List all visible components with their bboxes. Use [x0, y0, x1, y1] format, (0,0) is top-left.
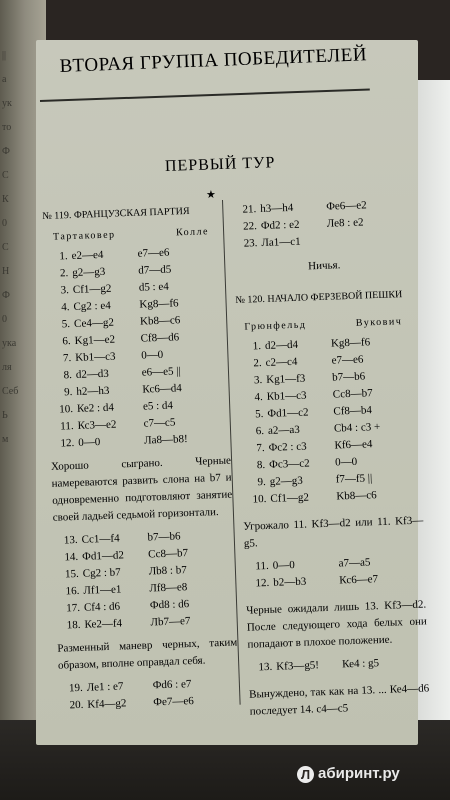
- black-move: Cf8—d6: [140, 331, 180, 345]
- game-120-players: [236, 313, 416, 336]
- left-page-fragment: ля: [2, 362, 12, 373]
- move-number: 10.: [252, 492, 267, 506]
- page-header: ВТОРАЯ ГРУППА ПОБЕДИТЕЛЕЙ: [59, 44, 368, 77]
- black-move: d7—d5: [138, 263, 172, 277]
- black-move: f7—f5 ||: [335, 472, 373, 486]
- game-119-moves-a: [43, 243, 230, 453]
- white-move: Kf4—g2: [87, 697, 127, 711]
- move-number: 1.: [59, 250, 68, 263]
- white-move: Kf3—g5!: [276, 659, 320, 673]
- move-number: 2.: [59, 267, 69, 280]
- left-page-fragment: Себ: [2, 386, 19, 397]
- watermark: [297, 765, 400, 783]
- move-number: 9.: [63, 386, 73, 399]
- left-page-fragment: ук: [2, 98, 12, 109]
- move-number: 6.: [255, 425, 265, 438]
- black-move: Kb8—с6: [336, 489, 377, 503]
- move-number: 23.: [243, 237, 258, 250]
- move-row: [248, 653, 428, 676]
- black-move: 0—0: [141, 348, 164, 362]
- black-move: Лb7—е7: [150, 615, 191, 629]
- white-move: Cf1—g2: [270, 491, 310, 505]
- black-move: Кс6—d4: [142, 382, 183, 396]
- game-120-comment-3: Вынуждено, так как на 13. ... Ке4—d6 последует 14. с4—с5: [248, 682, 430, 718]
- white-move: g2—g3: [72, 265, 106, 279]
- black-move: Кс6—е7: [339, 573, 379, 587]
- move-number: 8.: [63, 369, 73, 382]
- black-move: Фd6 : е7: [152, 678, 192, 692]
- left-page-fragment: а: [2, 74, 7, 85]
- left-page-fragment: С: [2, 242, 9, 253]
- white-move: Кb1—с3: [266, 389, 307, 403]
- white-move: Ла1—с1: [261, 235, 301, 249]
- white-move: Ле1 : е7: [86, 680, 124, 694]
- white-move: d2—d3: [75, 367, 110, 381]
- left-page-fragment: 0: [2, 314, 7, 325]
- move-number: 13.: [258, 660, 273, 674]
- move-number: 15.: [64, 567, 80, 581]
- game-119-white-player: Тартаковер: [52, 229, 116, 243]
- left-page-fragment: Н: [2, 266, 10, 277]
- left-page-fragment: 0: [2, 218, 7, 229]
- white-move: Сс1—f4: [81, 532, 120, 546]
- white-move: d2—d4: [264, 338, 299, 352]
- black-move: е7—е6: [137, 246, 170, 260]
- move-number: 10.: [59, 403, 74, 416]
- black-move: 0—0: [334, 455, 358, 469]
- white-move: Кс3—е2: [77, 418, 117, 432]
- black-move: Лf8—е8: [149, 581, 188, 595]
- left-page-fragment: С: [2, 170, 9, 181]
- white-move: Лf1—е1: [83, 583, 122, 597]
- move-number: 11.: [60, 420, 74, 433]
- left-page-fragment: Ф: [2, 290, 10, 301]
- black-move: [327, 230, 398, 249]
- white-move: Фd1—d2: [81, 549, 125, 563]
- black-move: Сс8—b7: [332, 387, 373, 401]
- move-number: 1.: [252, 340, 262, 353]
- white-move: g2—g3: [269, 474, 303, 488]
- move-number: 17.: [66, 601, 81, 615]
- black-move: Kg8—f6: [330, 336, 371, 350]
- game-119-black-player: Колле: [175, 226, 210, 239]
- move-number: 4.: [254, 391, 264, 404]
- watermark-text: абиринт.ру: [318, 765, 400, 782]
- white-move: Фd2 : е2: [260, 218, 300, 233]
- black-move: е6—е5 ||: [141, 365, 181, 379]
- game-119-players: [43, 223, 223, 246]
- black-move: Kg8—f6: [139, 297, 179, 311]
- game-120-black-player: Вукович: [355, 316, 403, 329]
- game-120-comment-1: Угрожало 11. Kf3—d2 или 11. Kf3—g5.: [243, 514, 424, 550]
- black-move: Сb4 : с3 +: [333, 420, 381, 435]
- black-move: d5 : е4: [138, 280, 169, 294]
- game-120-moves-c: [248, 653, 428, 676]
- black-move: Kb8—с6: [139, 314, 181, 328]
- white-move: Сg2 : е4: [73, 299, 111, 313]
- white-move: Сg2 : b7: [82, 566, 121, 580]
- move-number: 11.: [255, 559, 269, 573]
- black-move: с7—с5: [143, 416, 176, 430]
- left-page-fragment: К: [2, 194, 9, 205]
- move-number: 6.: [62, 335, 71, 348]
- black-move: е5 : d4: [142, 399, 174, 413]
- move-number: 16.: [65, 584, 80, 598]
- move-number: 2.: [253, 357, 262, 370]
- game-119-moves-b: [53, 527, 236, 635]
- move-number: 13.: [63, 533, 78, 547]
- game-120-moves-b: [244, 553, 425, 593]
- white-move: Cf1—g2: [72, 282, 112, 296]
- white-move: Фd1—с2: [267, 406, 309, 420]
- white-move: а2—а3: [267, 423, 300, 437]
- move-number: 5.: [254, 408, 264, 421]
- move-number: 12.: [255, 576, 270, 590]
- game-119-comment-2: Разменный маневр черных, таким образом, вполне оправдал себя.: [57, 636, 238, 672]
- move-number: 22.: [242, 220, 258, 233]
- white-move: Фс3—с2: [268, 457, 310, 471]
- move-number: 3.: [253, 374, 263, 387]
- black-move: Ке4 : g5: [341, 657, 380, 671]
- move-number: 5.: [61, 318, 71, 331]
- white-move: Cf4 : d6: [83, 600, 121, 614]
- move-number: 9.: [257, 475, 267, 489]
- white-move: с2—с4: [265, 355, 298, 369]
- game-119-comment-1: Хорошо сыграно. Черные намереваются развить слона на b7 и одновременно подготовляют занятие своей ладьей седьмой горизонтали.: [50, 454, 233, 524]
- white-move: h3—h4: [260, 201, 294, 216]
- white-move: Kg1—f3: [266, 372, 306, 386]
- move-number: 7.: [256, 442, 265, 455]
- game-120-title: № 120. НАЧАЛО ФЕРЗЕВОЙ ПЕШКИ: [235, 289, 403, 306]
- white-move: Ке2—f4: [84, 617, 123, 631]
- white-move: Kb1—с3: [75, 350, 116, 364]
- black-move: b7—b6: [331, 370, 366, 384]
- black-move: Лb8 : b7: [148, 564, 187, 578]
- left-page-fragment: ||: [2, 50, 7, 61]
- game-119-title: № 119. ФРАНЦУЗСКАЯ ПАРТИЯ: [42, 205, 190, 222]
- game-119-result: Ничья.: [307, 259, 341, 273]
- move-number: 7.: [62, 352, 72, 365]
- black-move: Фе6—е2: [326, 199, 367, 213]
- game-120-moves-a: [237, 333, 423, 509]
- white-move: е2—е4: [71, 248, 104, 262]
- section-title: ПЕРВЫЙ ТУР: [164, 154, 276, 175]
- black-move: Cf8—b4: [333, 404, 373, 418]
- move-number: 3.: [60, 284, 70, 297]
- labirint-logo-icon: Л: [297, 766, 314, 783]
- white-move: h2—h3: [76, 384, 110, 398]
- move-number: 8.: [256, 459, 266, 472]
- game-120-white-player: Грюнфельд: [244, 319, 307, 333]
- move-number: 14.: [64, 550, 79, 564]
- white-move: b2—b3: [273, 575, 307, 589]
- game-119-column: [42, 202, 240, 715]
- black-move: Сс8—b7: [147, 547, 189, 561]
- left-page-fragment: Ь: [2, 410, 8, 421]
- black-move: Кf6—е4: [334, 438, 373, 452]
- move-number: 21.: [242, 203, 257, 216]
- white-move: Kg1—е2: [74, 333, 116, 347]
- move-number: 4.: [61, 301, 70, 314]
- black-move: Фd8 : d6: [149, 598, 190, 612]
- move-number: 20.: [69, 698, 84, 712]
- game-120-comment-2: Черные ожидали лишь 13. Kf3—d2. После следующего хода белых они попадают в плохое положение.: [246, 598, 427, 651]
- left-page-fragment: м: [2, 434, 9, 445]
- game-119-moves-continued: [232, 196, 414, 253]
- black-move: е7—е6: [331, 353, 364, 367]
- left-page-fragment: то: [2, 122, 12, 133]
- black-move: b7—b6: [147, 530, 181, 544]
- white-move: 0—0: [78, 436, 101, 449]
- white-move: Фс2 : с3: [268, 440, 307, 454]
- white-move: Ке2 : d4: [76, 401, 115, 415]
- left-page-fragment: Ф: [2, 146, 10, 157]
- left-page-fragment: ука: [2, 338, 17, 349]
- white-move: 0—0: [272, 559, 295, 572]
- game-120-column: [232, 196, 430, 727]
- move-number: 19.: [68, 681, 83, 695]
- game-119-moves-c: [59, 674, 240, 714]
- black-move: а7—а5: [338, 556, 371, 570]
- move-number: 12.: [60, 437, 75, 450]
- star-ornament: ★: [206, 189, 216, 201]
- move-number: 18.: [66, 618, 81, 632]
- white-move: Се4—g2: [73, 316, 115, 330]
- black-move: Ле8 : е2: [326, 216, 364, 230]
- black-move: Ла8—b8!: [143, 433, 188, 447]
- black-move: Фе7—е6: [153, 695, 194, 709]
